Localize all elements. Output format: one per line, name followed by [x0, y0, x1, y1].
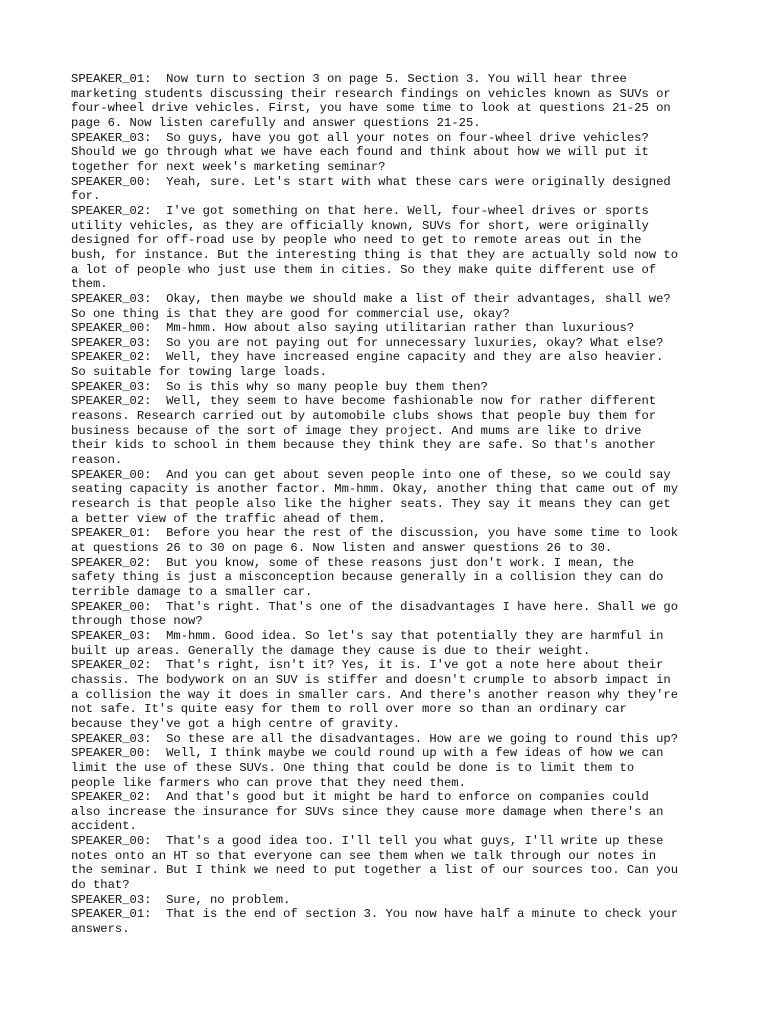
transcript-line: SPEAKER_01: Before you hear the rest of the discussion, you have some time to look — [71, 526, 679, 541]
transcript-line: through those now? — [71, 614, 203, 629]
transcript-line: together for next week's marketing seminar? — [71, 159, 386, 174]
transcript-line: SPEAKER_03: Mm-hmm. Good idea. So let's say that potentially they are harmful in — [71, 628, 664, 643]
transcript-line: notes onto an HT so that everyone can see them when we talk through our notes in — [71, 848, 657, 863]
transcript-line: bush, for instance. But the interesting thing is that they are actually sold now to — [71, 247, 679, 262]
transcript-line: SPEAKER_00: Mm-hmm. How about also saying utilitarian rather than luxurious? — [71, 321, 635, 336]
transcript-line: SPEAKER_03: So these are all the disadvantages. How are we going to round this up? — [71, 731, 679, 746]
transcript-line: SPEAKER_02: Well, they have increased engine capacity and they are also heavier. — [71, 350, 664, 365]
transcript-line: accident. — [71, 819, 137, 834]
transcript-line: seating capacity is another factor. Mm-hmm. Okay, another thing that came out of my — [71, 482, 679, 497]
transcript-line: utility vehicles, as they are officially known, SUVs for short, were originally — [71, 218, 649, 233]
transcript-line: at questions 26 to 30 on page 6. Now listen and answer questions 26 to 30. — [71, 541, 613, 555]
transcript-line: people like farmers who can prove that they need them. — [71, 775, 466, 790]
transcript-line: chassis. The bodywork on an SUV is stiffer and doesn't crumple to absorb impact in — [71, 672, 671, 687]
transcript-line: a collision the way it does in smaller cars. And there's another reason why they're — [71, 687, 679, 702]
transcript-line: limit the use of these SUVs. One thing that could be done is to limit them to — [71, 760, 635, 775]
transcript-line: Should we go through what we have each found and think about how we will put it — [71, 145, 649, 160]
transcript-line: research is that people also like the higher seats. They say it means they can get — [71, 497, 671, 512]
transcript-line: SPEAKER_00: Well, I think maybe we could round up with a few ideas of how we can — [71, 746, 664, 761]
transcript-text — [71, 72, 701, 937]
document-page — [71, 72, 701, 937]
transcript-line: SPEAKER_00: Yeah, sure. Let's start with what these cars were originally designed — [71, 174, 671, 189]
transcript-line: not safe. It's quite easy for them to roll over more so than an ordinary car — [71, 702, 627, 717]
transcript-line: SPEAKER_00: That's right. That's one of the disadvantages I have here. Shall we go — [71, 599, 679, 614]
transcript-line: SPEAKER_03: So you are not paying out for unnecessary luxuries, okay? What else? — [71, 335, 664, 350]
transcript-line: SPEAKER_02: Well, they seem to have become fashionable now for rather different — [71, 394, 657, 409]
transcript-line: SPEAKER_02: And that's good but it might be hard to enforce on companies could — [71, 790, 649, 805]
transcript-line: designed for off-road use by people who need to get to remote areas out in the — [71, 233, 642, 248]
transcript-line: a better view of the traffic ahead of them. — [71, 511, 386, 526]
transcript-line: reason. — [71, 453, 123, 468]
transcript-line: safety thing is just a misconception because generally in a collision they can do — [71, 570, 664, 585]
transcript-line: SPEAKER_03: So is this why so many people buy them then? — [71, 379, 488, 394]
transcript-line: business because of the sort of image they project. And mums are like to drive — [71, 423, 642, 438]
transcript-line: because they've got a high centre of gravity. — [71, 716, 401, 731]
transcript-line: SPEAKER_02: But you know, some of these reasons just don't work. I mean, the — [71, 555, 635, 570]
transcript-line: So suitable for towing large loads. — [71, 365, 327, 380]
transcript-line: their kids to school in them because they think they are safe. So that's another — [71, 438, 657, 453]
transcript-line: answers. — [71, 922, 130, 937]
transcript-line: a lot of people who just use them in cities. So they make quite different use of — [71, 262, 657, 277]
transcript-line: four-wheel drive vehicles. First, you have some time to look at questions 21-25 on — [71, 101, 671, 116]
transcript-line: SPEAKER_00: And you can get about seven people into one of these, so we could say — [71, 467, 671, 482]
transcript-line: SPEAKER_02: I've got something on that here. Well, four-wheel drives or sports — [71, 203, 649, 218]
transcript-line: So one thing is that they are good for commercial use, okay? — [71, 306, 510, 321]
transcript-line: do that? — [71, 878, 130, 893]
transcript-line: SPEAKER_03: Sure, no problem. — [71, 892, 291, 907]
transcript-line: them. — [71, 277, 108, 292]
transcript-line: terrible damage to a smaller car. — [71, 584, 313, 599]
transcript-line: for. — [71, 189, 101, 204]
transcript-line: built up areas. Generally the damage they cause is due to their weight. — [71, 643, 591, 658]
transcript-line: page 6. Now listen carefully and answer questions 21-25. — [71, 115, 481, 130]
transcript-line: SPEAKER_00: That's a good idea too. I'll tell you what guys, I'll write up these — [71, 834, 664, 849]
transcript-line: SPEAKER_03: Okay, then maybe we should make a list of their advantages, shall we? — [71, 291, 671, 306]
transcript-line: marketing students discussing their research findings on vehicles known as SUVs or — [71, 86, 671, 101]
transcript-line: SPEAKER_01: That is the end of section 3. You now have half a minute to check your — [71, 907, 679, 922]
transcript-line: SPEAKER_01: Now turn to section 3 on page 5. Section 3. You will hear three — [71, 72, 627, 86]
transcript-line: the seminar. But I think we need to put together a list of our sources too. Can you — [71, 863, 679, 878]
transcript-line: also increase the insurance for SUVs since they cause more damage when there's an — [71, 804, 664, 819]
transcript-line: SPEAKER_02: That's right, isn't it? Yes, it is. I've got a note here about their — [71, 658, 664, 673]
transcript-line: reasons. Research carried out by automobile clubs shows that people buy them for — [71, 409, 657, 424]
transcript-line: SPEAKER_03: So guys, have you got all your notes on four-wheel drive vehicles? — [71, 130, 649, 145]
